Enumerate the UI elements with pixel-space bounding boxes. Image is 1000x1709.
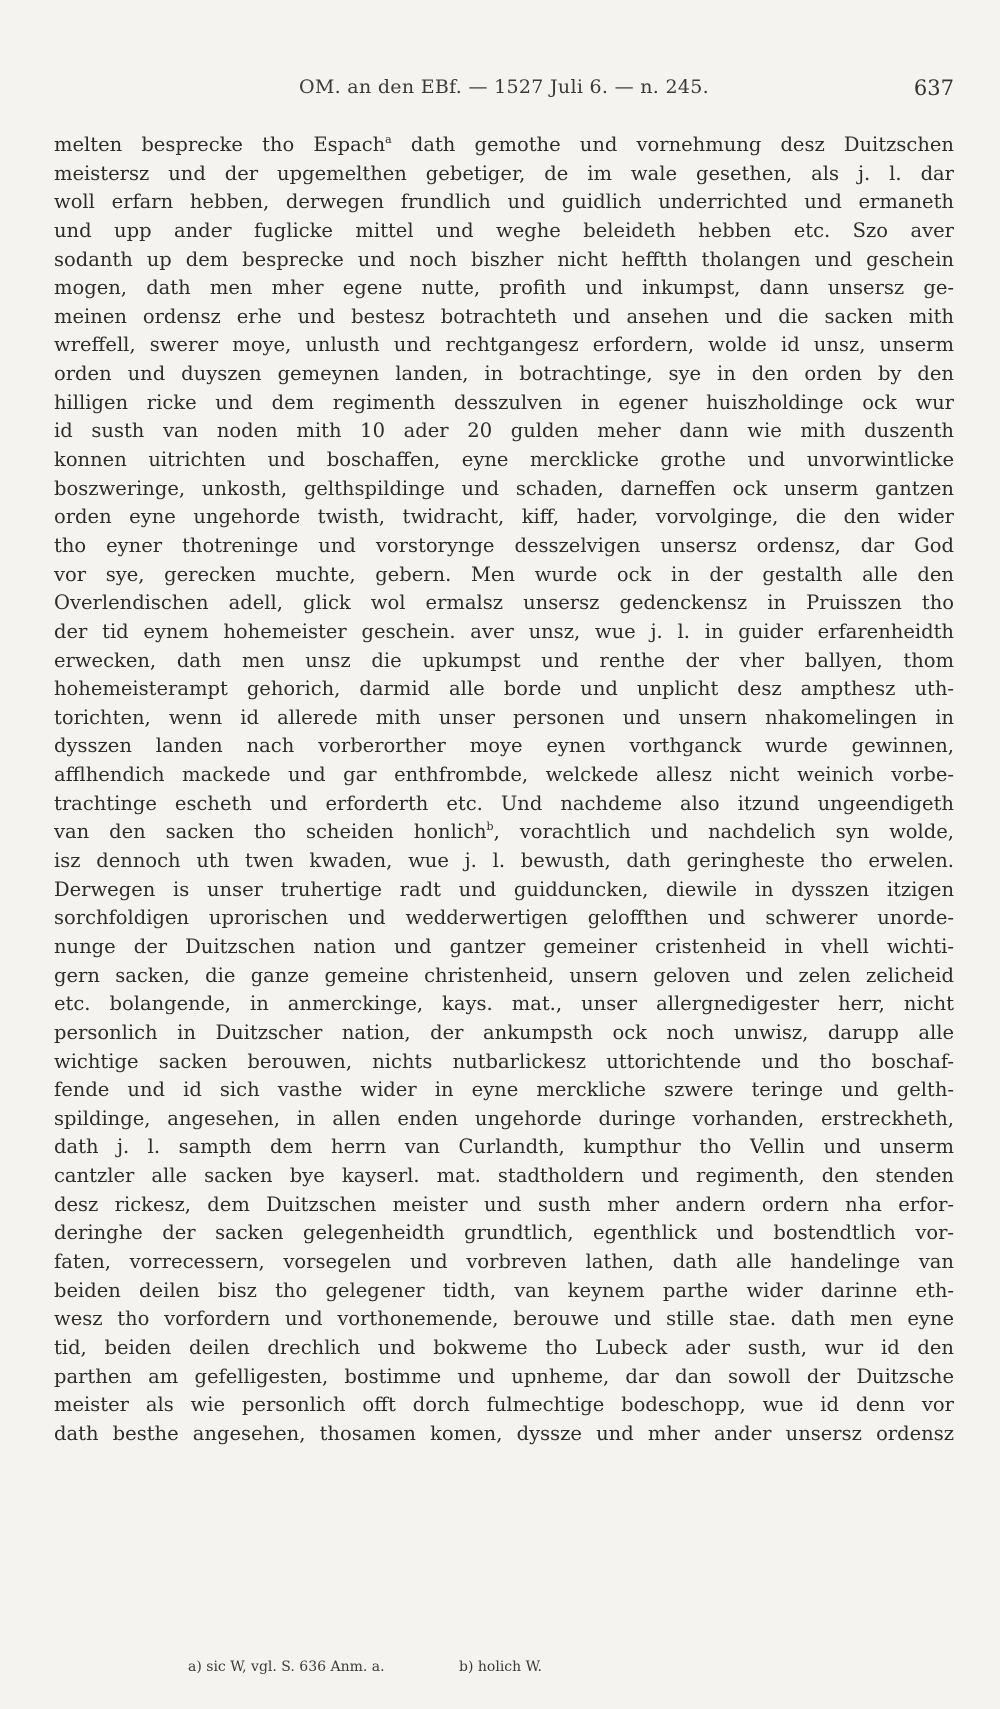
text-line: fende und id sich vasthe wider in eyne merckliche szwere teringe und gelth- bbox=[54, 1078, 954, 1102]
text-line: wreffell, swerer moye, unlusth und rechtgangesz erfordern, wolde id unsz, unserm bbox=[54, 333, 954, 357]
running-title: OM. an den EBf. — 1527 Juli 6. — n. 245. bbox=[299, 76, 709, 98]
text-line: faten, vorrecessern, vorsegelen und vorbreven lathen, dath alle handelinge van bbox=[54, 1249, 954, 1273]
text-line: melten besprecke tho Espach$^a$ dath gemothe und vornehmung desz Duitzschen bbox=[54, 133, 954, 156]
text-line: sodanth up dem besprecke und noch biszher nicht hefftth tholangen und geschein bbox=[54, 247, 954, 271]
text-line: mogen, dath men mher egene nutte, profith und inkumpst, dann unsersz ge- bbox=[54, 276, 954, 300]
text-line: tid, beiden deilen drechlich und bokweme tho Lubeck ader susth, wur id den bbox=[54, 1335, 954, 1359]
running-head bbox=[54, 76, 954, 106]
text-line: wesz tho vorfordern und vorthonemende, berouwe und stille stae. dath men eyne bbox=[54, 1307, 954, 1331]
footnote-b: b) holich W. bbox=[459, 1659, 543, 1675]
text-line: personlich in Duitzscher nation, der ankumpsth ock noch unwisz, darupp alle bbox=[54, 1020, 954, 1044]
text-line: spildinge, angesehen, in allen enden ungehorde duringe vorhanden, erstreckheth, bbox=[54, 1106, 954, 1130]
text-line: trachtinge escheth und erforderth etc. Und nachdeme also itzund ungeendigeth bbox=[54, 791, 954, 815]
text-line: wichtige sacken berouwen, nichts nutbarlickesz uttorichtende und tho boschaf- bbox=[54, 1049, 954, 1073]
text-line: dysszen landen nach vorberorther moye eynen vorthganck wurde gewinnen, bbox=[54, 734, 954, 758]
text-line: dath j. l. sampth dem herrn van Curlandth, kumpthur tho Vellin und unserm bbox=[54, 1135, 954, 1159]
text-line: torichten, wenn id allerede mith unser personen und unsern nhakomelingen in bbox=[54, 705, 954, 729]
text-line: etc. bolangende, in anmerckinge, kays. mat., unser allergnedigester herr, nicht bbox=[54, 992, 954, 1016]
text-line: Overlendischen adell, glick wol ermalsz unsersz gedenckensz in Pruisszen tho bbox=[54, 591, 954, 615]
text-line: isz dennoch uth twen kwaden, wue j. l. bewusth, dath geringheste tho erwelen. bbox=[54, 849, 954, 873]
text-line: meister als wie personlich offt dorch fulmechtige bodeschopp, wue id denn vor bbox=[54, 1393, 954, 1417]
text-line: boszweringe, unkosth, gelthspildinge und schaden, darneffen ock unserm gantzen bbox=[54, 476, 954, 500]
footnote-marker-b: b bbox=[486, 820, 494, 834]
text-line: Derwegen is unser truhertige radt und guidduncken, diewile in dysszen itzigen bbox=[54, 877, 954, 901]
text-line: parthen am gefelligesten, bostimme und upnheme, dar dan sowoll der Duitzsche bbox=[54, 1364, 954, 1388]
text-line: desz rickesz, dem Duitzschen meister und susth mher andern ordern nha erfor- bbox=[54, 1192, 954, 1216]
text-line: tho eyner thotreninge und vorstorynge desszelvigen unsersz ordensz, dar God bbox=[54, 533, 954, 557]
text-line: id susth van noden mith 10 ader 20 gulden meher dann wie mith duszenth bbox=[54, 419, 954, 443]
text-line: sorchfoldigen uprorischen und wedderwertigen geloffthen und schwerer unorde- bbox=[54, 906, 954, 930]
text-line: van den sacken tho scheiden honlich$^b$, vorachtlich und nachdelich syn wolde, bbox=[54, 820, 954, 844]
footnote-marker-a: a bbox=[385, 133, 392, 146]
text-line: cantzler alle sacken bye kayserl. mat. stadtholdern und regimenth, den stenden bbox=[54, 1164, 954, 1188]
text-line: und upp ander fuglicke mittel und weghe beleideth hebben etc. Szo aver bbox=[54, 218, 954, 242]
text-line: vor sye, gerecken muchte, gebern. Men wurde ock in der gestalth alle den bbox=[54, 562, 954, 586]
text-line: nunge der Duitzschen nation und gantzer gemeiner cristenheid in vhell wichti- bbox=[54, 934, 954, 958]
text-line: erwecken, dath men unsz die upkumpst und renthe der vher ballyen, thom bbox=[54, 648, 954, 672]
text-line: orden und duyszen gemeynen landen, in botrachtinge, sye in den orden by den bbox=[54, 362, 954, 386]
text-line: woll erfarn hebben, derwegen frundlich und guidlich underrichted und ermaneth bbox=[54, 190, 954, 214]
text-line: deringhe der sacken gelegenheidth grundtlich, egenthlick und bostendtlich vor- bbox=[54, 1221, 954, 1245]
footnote-a: a) sic W, vgl. S. 636 Anm. a. bbox=[188, 1659, 385, 1675]
text-line: der tid eynem hohemeister geschein. aver unsz, wue j. l. in guider erfarenheidth bbox=[54, 619, 954, 643]
footnotes bbox=[188, 1659, 612, 1675]
text-line: meinen ordensz erhe und bestesz botrachteth und ansehen und die sacken mith bbox=[54, 304, 954, 328]
text-line: gern sacken, die ganze gemeine christenheid, unsern geloven und zelen zelicheid bbox=[54, 963, 954, 987]
text-line: hohemeisterampt gehorich, darmid alle borde und unplicht desz ampthesz uth- bbox=[54, 677, 954, 701]
body-text bbox=[54, 131, 954, 1448]
text-line: beiden deilen bisz tho gelegener tidth, van keynem parthe wider darinne eth- bbox=[54, 1278, 954, 1302]
text-line: hilligen ricke und dem regimenth desszulven in egener huiszholdinge ock wur bbox=[54, 390, 954, 414]
text-line: orden eyne ungehorde twisth, twidracht, kiff, hader, vorvolginge, die den wider bbox=[54, 505, 954, 529]
page-number: 637 bbox=[913, 76, 954, 100]
text-line: afflhendich mackede und gar enthfrombde, welckede allesz nicht weinich vorbe- bbox=[54, 763, 954, 787]
text-line: konnen uitrichten und boschaffen, eyne mercklicke grothe und unvorwintlicke bbox=[54, 448, 954, 472]
text-line: meistersz und der upgemelthen gebetiger, de im wale gesethen, als j. l. dar bbox=[54, 161, 954, 185]
text-line: dath besthe angesehen, thosamen komen, dyssze und mher ander unsersz ordensz bbox=[54, 1421, 954, 1445]
